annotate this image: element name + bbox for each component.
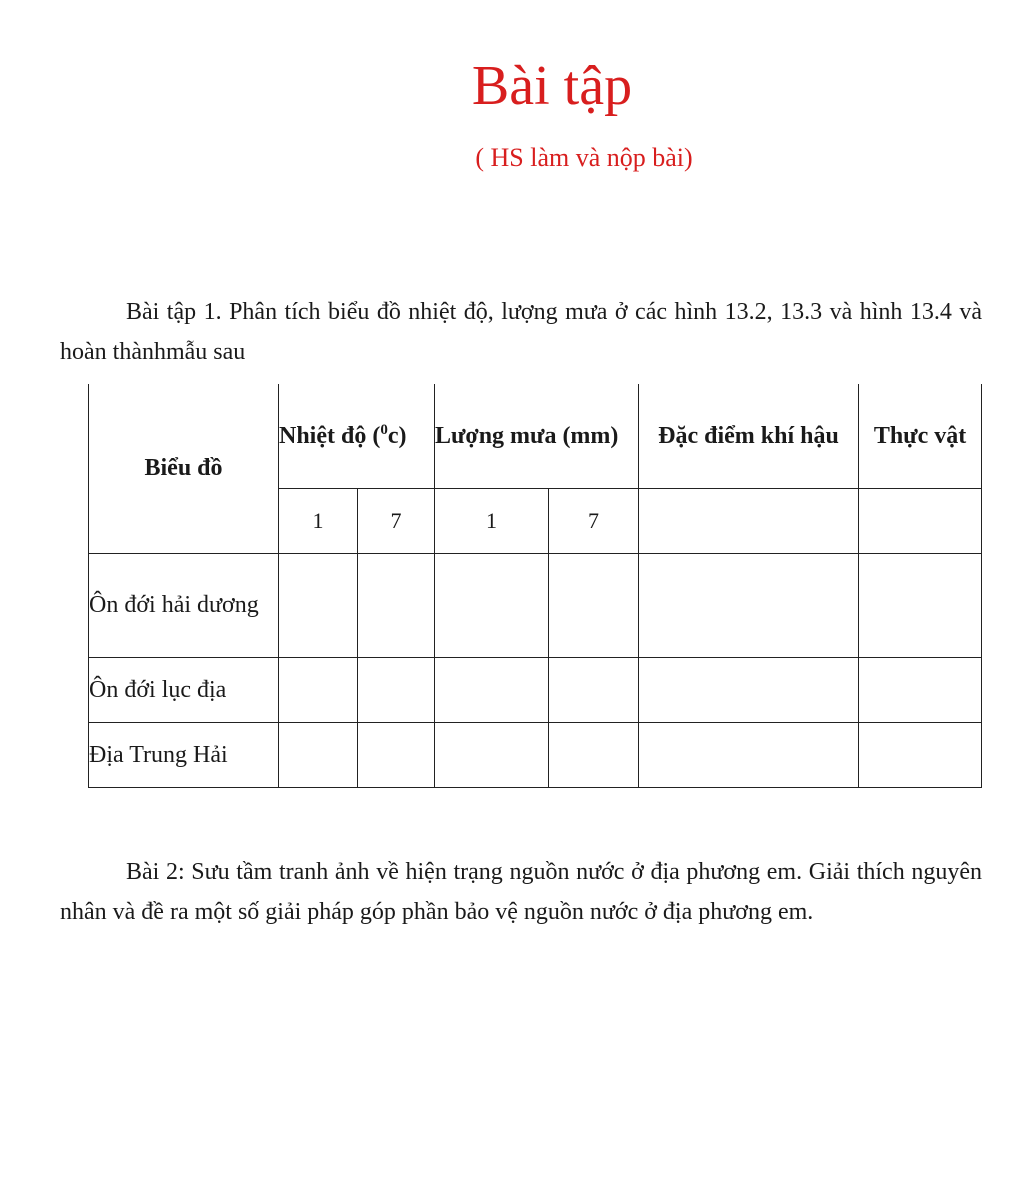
table-row bbox=[89, 553, 982, 657]
row-label-oceanic: Ôn đới hải dương bbox=[89, 553, 279, 657]
header-temperature-post: c) bbox=[387, 422, 407, 449]
header-temperature bbox=[279, 384, 435, 488]
row-label-continental: Ôn đới lục địa bbox=[89, 657, 279, 722]
table-cell[interactable] bbox=[279, 553, 358, 657]
header-vegetation-label: Thực vật bbox=[873, 422, 967, 449]
table-cell[interactable] bbox=[358, 553, 435, 657]
subheader-climate-empty bbox=[639, 488, 859, 553]
subheader-rain-month-1: 1 bbox=[435, 488, 549, 553]
table-cell[interactable] bbox=[279, 722, 358, 787]
subheader-temp-month-7: 7 bbox=[358, 488, 435, 553]
table-header-row bbox=[89, 384, 982, 488]
exercise-2-text: Bài 2: Sưu tầm tranh ảnh về hiện trạng nguồn nước ở địa phương em. Giải thích nguyên nhân và đề ra một số giải pháp góp phần bảo vệ nguồn nước ở địa phương em. bbox=[60, 859, 982, 925]
page-subtitle: ( HS làm và nộp bài) bbox=[475, 143, 693, 172]
table-cell[interactable] bbox=[435, 722, 549, 787]
header-rainfall bbox=[435, 384, 639, 488]
climate-analysis-table bbox=[88, 384, 982, 788]
table-row bbox=[89, 657, 982, 722]
header-vegetation bbox=[859, 384, 982, 488]
row-label-mediterranean: Địa Trung Hải bbox=[89, 722, 279, 787]
header-temperature-pre: Nhiệt độ ( bbox=[279, 422, 381, 449]
table-cell[interactable] bbox=[859, 553, 982, 657]
exercise-1-text: Bài tập 1. Phân tích biểu đồ nhiệt độ, lượng mưa ở các hình 13.2, 13.3 và hình 13.4 và hoàn thànhmẫu sau bbox=[60, 299, 982, 365]
subheader-vegetation-empty bbox=[859, 488, 982, 553]
subheader-temp-month-1: 1 bbox=[279, 488, 358, 553]
table-cell[interactable] bbox=[435, 657, 549, 722]
table-cell[interactable] bbox=[358, 722, 435, 787]
table-cell[interactable] bbox=[639, 553, 859, 657]
header-rainfall-label: Lượng mưa (mm) bbox=[435, 422, 619, 449]
header-climate-label: Đặc điểm khí hậu bbox=[658, 422, 839, 449]
subheader-rain-month-7: 7 bbox=[549, 488, 639, 553]
table-cell[interactable] bbox=[639, 657, 859, 722]
table-cell[interactable] bbox=[435, 553, 549, 657]
table-cell[interactable] bbox=[859, 657, 982, 722]
table-cell[interactable] bbox=[549, 553, 639, 657]
header-chart bbox=[89, 384, 279, 553]
table-cell[interactable] bbox=[639, 722, 859, 787]
header-chart-label: Biểu đồ bbox=[144, 455, 223, 482]
table-cell[interactable] bbox=[859, 722, 982, 787]
table-cell[interactable] bbox=[549, 722, 639, 787]
table-cell[interactable] bbox=[279, 657, 358, 722]
table-row bbox=[89, 722, 982, 787]
header-temperature-sup: 0 bbox=[380, 421, 388, 438]
header-climate bbox=[639, 384, 859, 488]
page-title: Bài tập bbox=[471, 55, 633, 117]
table-cell[interactable] bbox=[358, 657, 435, 722]
table-cell[interactable] bbox=[549, 657, 639, 722]
